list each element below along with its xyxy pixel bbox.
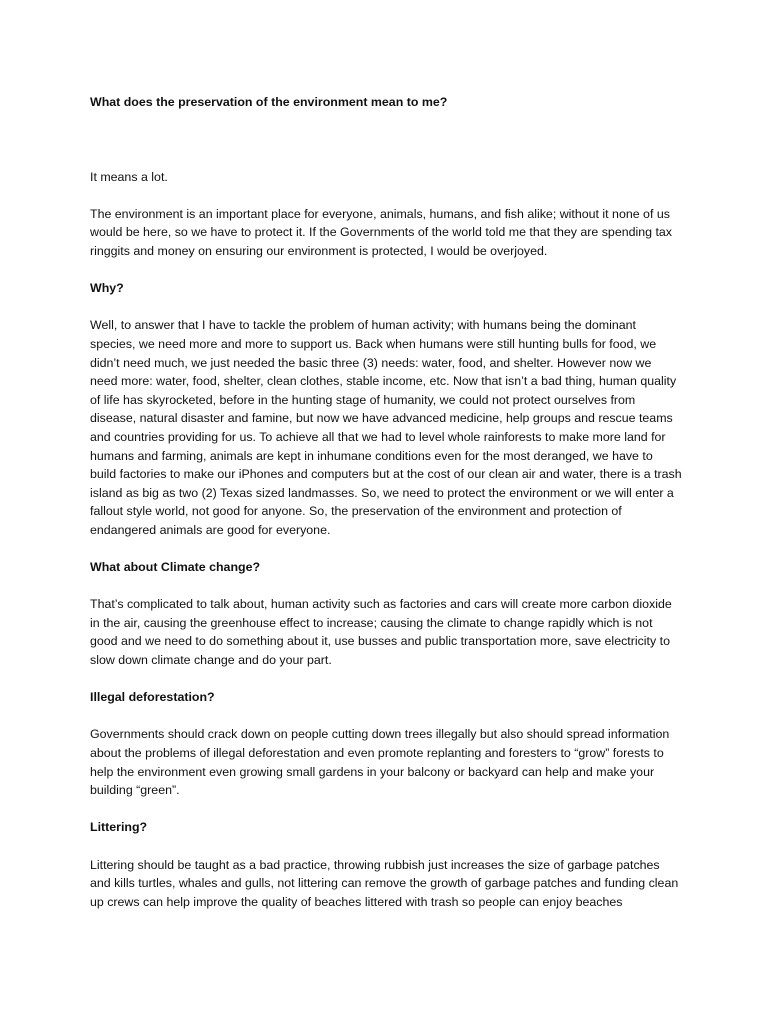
- document-title: What does the preservation of the environment mean to me?: [90, 95, 448, 109]
- environment-paragraph: The environment is an important place for everyone, animals, humans, and fish alike; without it none of us would be here, so we have to protect it. If the Governments of the world told me that they are spending tax ringgits and money on ensuring our environment is protected, I would be overjoyed.: [90, 206, 672, 258]
- littering-paragraph: Littering should be taught as a bad practice, throwing rubbish just increases the size of garbage patches and kills turtles, whales and gulls, not littering can remove the growth of garbage patches and funding clean up crews can help improve the quality of beaches littered with trash so people can enjoy beaches: [90, 857, 679, 909]
- why-paragraph: Well, to answer that I have to tackle the problem of human activity; with humans being the dominant species, we need more and more to support us. Back when humans were still hunting bulls for food, we didn’t need much, we just needed the basic three (3) needs: water, food, and shelter. However now we need more: water, food, shelter, clean clothes, stable income, etc. Now that isn’t a bad thing, human quality of life has skyrocketed, before in the hunting stage of humanity, we could not protect ourselves from disease, natural disaster and famine, but now we have advanced medicine, help groups and rescue teams and countries providing for us. To achieve all that we had to level whole rainforests to make more land for humans and farming, animals are kept in inhumane conditions even for the most deranged, we have to build factories to make our iPhones and computers but at the cost of our clean air and water, there is a trash island as big as two (2) Texas sized landmasses. So, we need to protect the environment or we will enter a fallout style world, not good for anyone. So, the preservation of the environment and protection of endangered animals are good for everyone.: [90, 318, 682, 537]
- document-page: [90, 93, 682, 911]
- deforestation-paragraph: Governments should crack down on people cutting down trees illegally but also should spread information about the problems of illegal deforestation and even promote replanting and foresters to “grow” forests to help the environment even growing small gardens in your balcony or backyard can help and make your building “green”.: [90, 727, 670, 798]
- climate-paragraph: That’s complicated to talk about, human activity such as factories and cars will create more carbon dioxide in the air, causing the greenhouse effect to increase; causing the climate to change rapidly which is not good and we need to do something about it, use busses and public transportation more, save electricity to slow down climate change and do your part.: [90, 597, 672, 668]
- why-heading: Why?: [90, 281, 124, 296]
- climate-heading: What about Climate change?: [90, 560, 261, 575]
- intro-paragraph: It means a lot.: [90, 169, 168, 184]
- deforestation-heading: Illegal deforestation?: [90, 690, 215, 705]
- littering-heading: Littering?: [90, 820, 148, 835]
